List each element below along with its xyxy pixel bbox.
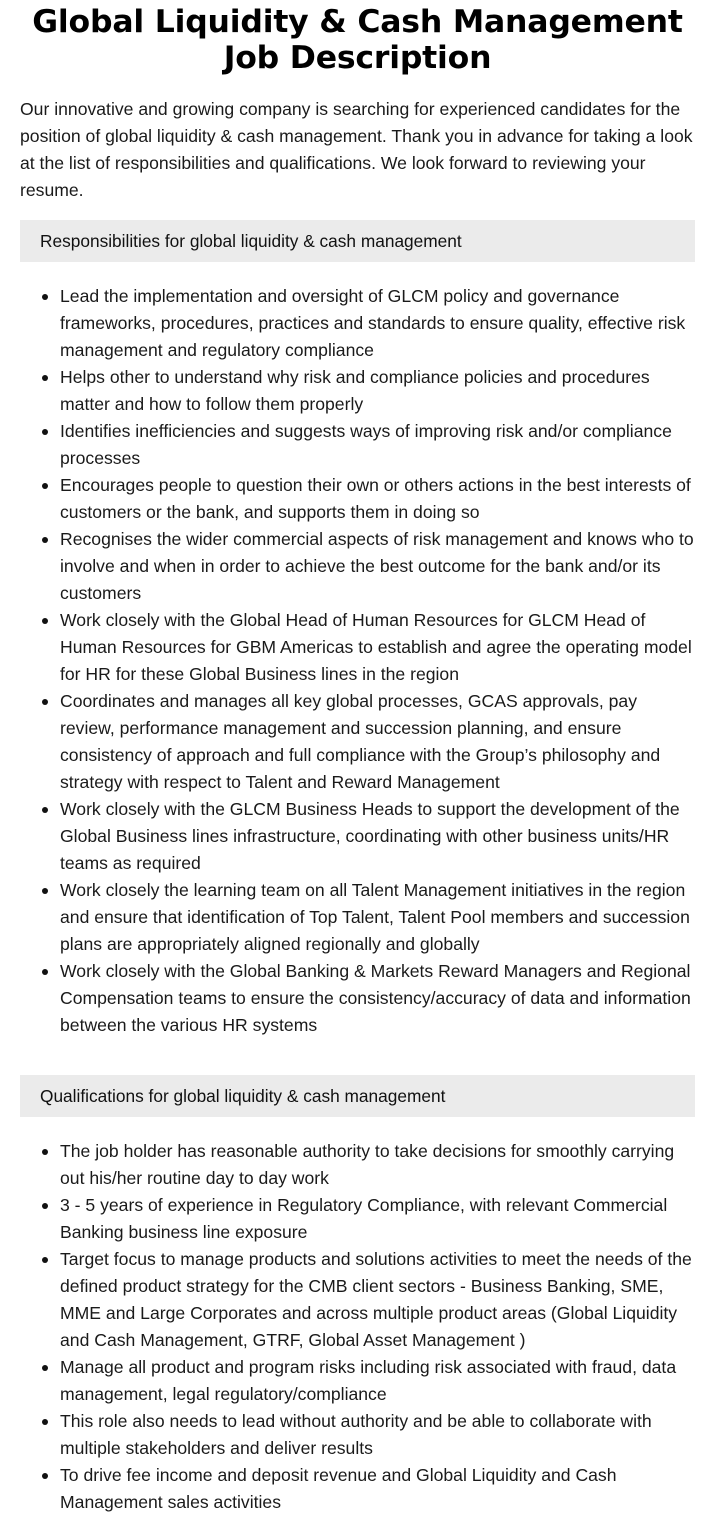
list-item: The job holder has reasonable authority to take decisions for smoothly carrying out his/her routine day to day work bbox=[60, 1138, 695, 1192]
list-item: Encourages people to question their own or others actions in the best interests of customers or the bank, and supports them in doing so bbox=[60, 472, 695, 526]
qualifications-heading bbox=[20, 1075, 695, 1117]
list-item: Coordinates and manages all key global processes, GCAS approvals, pay review, performance management and succession planning, and ensure consistency of approach and full compliance with the Group’s philosophy and strategy with respect to Talent and Reward Management bbox=[60, 688, 695, 796]
list-item: Helps other to understand why risk and compliance policies and procedures matter and how to follow them properly bbox=[60, 364, 695, 418]
responsibilities-list bbox=[20, 283, 695, 1039]
list-item: Target focus to manage products and solutions activities to meet the needs of the defined product strategy for the CMB client sectors - Business Banking, SME, MME and Large Corporates and across multiple product areas (Global Liquidity and Cash Management, GTRF, Global Asset Management ) bbox=[60, 1246, 695, 1354]
list-item: Recognises the wider commercial aspects of risk management and knows who to involve and when in order to achieve the best outcome for the bank and/or its customers bbox=[60, 526, 695, 607]
page-title: Global Liquidity & Cash Management Job Description bbox=[32, 4, 683, 76]
qualifications-heading-text: Qualifications for global liquidity & cash management bbox=[40, 1085, 446, 1106]
intro-paragraph: Our innovative and growing company is searching for experienced candidates for the position of global liquidity & cash management. Thank you in advance for taking a look at the list of responsibilities and qualifications. We look forward to reviewing your resume. bbox=[20, 99, 693, 200]
list-item: 3 - 5 years of experience in Regulatory Compliance, with relevant Commercial Banking business line exposure bbox=[60, 1192, 695, 1246]
responsibilities-heading bbox=[20, 220, 695, 262]
list-item: Work closely with the Global Head of Human Resources for GLCM Head of Human Resources for GBM Americas to establish and agree the operating model for HR for these Global Business lines in the region bbox=[60, 607, 695, 688]
list-item: Manage all product and program risks including risk associated with fraud, data management, legal regulatory/compliance bbox=[60, 1354, 695, 1408]
list-item: Work closely with the GLCM Business Heads to support the development of the Global Business lines infrastructure, coordinating with other business units/HR teams as required bbox=[60, 796, 695, 877]
list-item: Lead the implementation and oversight of GLCM policy and governance frameworks, procedures, practices and standards to ensure quality, effective risk management and regulatory compliance bbox=[60, 283, 695, 364]
list-item: To drive fee income and deposit revenue and Global Liquidity and Cash Management sales activities bbox=[60, 1462, 695, 1516]
list-item: Identifies inefficiencies and suggests ways of improving risk and/or compliance processes bbox=[60, 418, 695, 472]
qualifications-list bbox=[20, 1138, 695, 1516]
list-item: This role also needs to lead without authority and be able to collaborate with multiple stakeholders and deliver results bbox=[60, 1408, 695, 1462]
list-item: Work closely with the Global Banking & Markets Reward Managers and Regional Compensation teams to ensure the consistency/accuracy of data and information between the various HR systems bbox=[60, 958, 695, 1039]
responsibilities-heading-text: Responsibilities for global liquidity & cash management bbox=[40, 230, 462, 251]
list-item: Work closely the learning team on all Talent Management initiatives in the region and ensure that identification of Top Talent, Talent Pool members and succession plans are appropriately aligned regionally and globally bbox=[60, 877, 695, 958]
